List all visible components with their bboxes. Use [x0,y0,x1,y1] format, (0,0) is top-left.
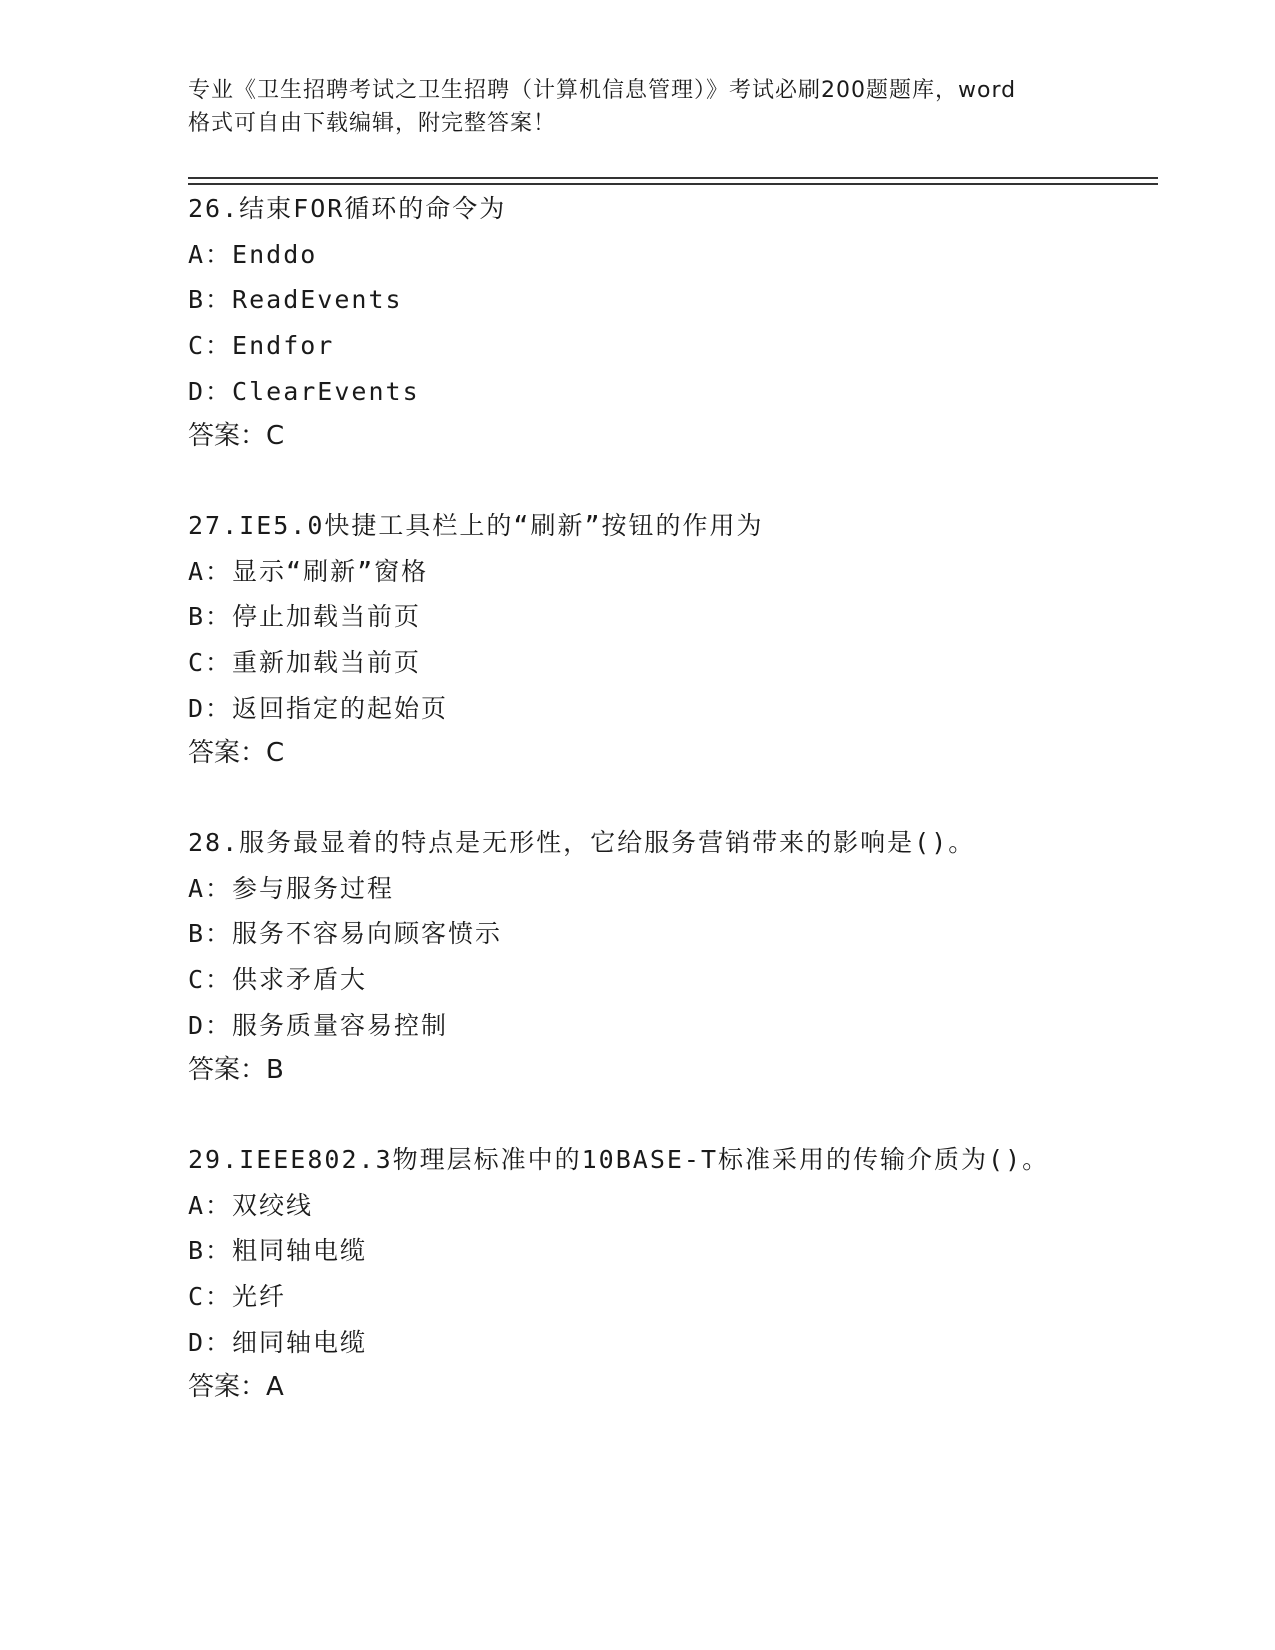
header-line-1: 专业《卫生招聘考试之卫生招聘（计算机信息管理）》考试必刷200题题库，word [188,78,1017,103]
header-divider-bottom [188,183,1158,185]
question-stem: 28.服务最显着的特点是无形性，它给服务营销带来的影响是()。 [188,828,976,857]
header-line-2: 格式可自由下载编辑，附完整答案！ [188,111,557,136]
question-block-29 [188,1137,1158,1411]
option-c: C：光纤 [188,1282,287,1312]
option-a: A：Enddo [188,239,318,269]
answer-line: 答案：C [188,738,285,769]
question-block-26 [188,186,1158,460]
option-c: C：重新加载当前页 [188,648,422,678]
option-c: C：Endfor [188,331,335,361]
option-d: D：ClearEvents [188,376,420,406]
option-c: C：供求矛盾大 [188,965,368,995]
question-block-28 [188,820,1158,1094]
option-d: D：细同轴电缆 [188,1327,368,1357]
answer-line: 答案：C [188,421,285,452]
question-block-27 [188,503,1158,777]
option-a: A：显示“刷新”窗格 [188,556,429,586]
option-b: B：停止加载当前页 [188,602,422,632]
question-stem: 26.结束FOR循环的命令为 [188,194,507,223]
question-stem: 29.IEEE802.3物理层标准中的10BASE-T标准采用的传输介质为()。 [188,1145,1050,1174]
option-d: D：返回指定的起始页 [188,693,449,723]
option-d: D：服务质量容易控制 [188,1010,449,1040]
answer-line: 答案：B [188,1055,284,1086]
answer-line: 答案：A [188,1372,284,1403]
document-header [188,74,1088,140]
option-a: A：参与服务过程 [188,873,395,903]
option-b: B：服务不容易向顾客愤示 [188,919,503,949]
option-a: A：双绞线 [188,1190,314,1220]
question-stem: 27.IE5.0快捷工具栏上的“刷新”按钮的作用为 [188,511,764,540]
header-divider-top [188,177,1158,179]
option-b: B：ReadEvents [188,285,403,315]
option-b: B：粗同轴电缆 [188,1236,368,1266]
